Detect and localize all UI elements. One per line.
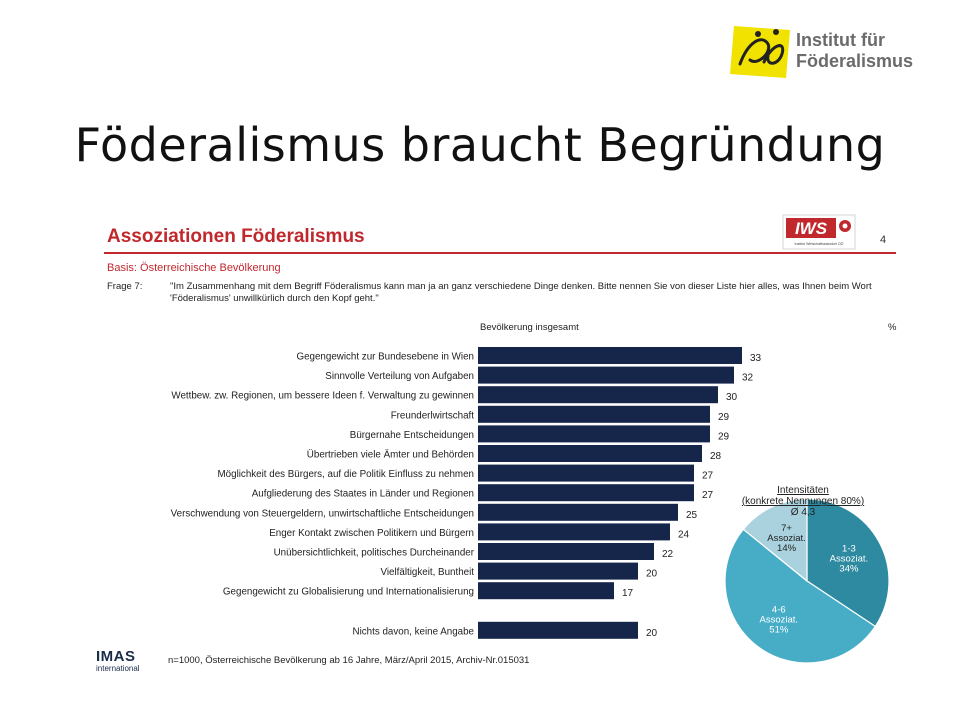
logo-line-2: Föderalismus	[796, 51, 914, 71]
logo-text	[796, 30, 913, 72]
pie-slice-label: 51%	[769, 624, 789, 636]
bar	[478, 386, 718, 403]
bar-category-label: Aufgliederung des Staates in Länder und Regionen	[251, 488, 474, 500]
bar	[478, 504, 678, 521]
bar-category-label: Bürgernahe Entscheidungen	[349, 429, 474, 441]
slide-title: Föderalismus braucht Begründung	[74, 118, 886, 172]
bar-value-label: 17	[622, 588, 634, 600]
bar	[478, 445, 702, 462]
bar	[478, 367, 734, 384]
bar-value-label: 25	[686, 509, 698, 521]
bar-category-label: Enger Kontakt zwischen Politikern und Bürgern	[269, 527, 474, 539]
iws-logo-text: IWS	[794, 219, 828, 238]
imas-logo-sub: international	[96, 664, 140, 673]
bar-category-label: Unübersichtlichkeit, politisches Durcheinander	[273, 547, 474, 559]
imas-logo-text: IMAS	[96, 648, 136, 665]
bar	[478, 484, 694, 501]
pie-title-line-1: Intensitäten	[777, 485, 829, 496]
page-number: 4	[880, 234, 887, 246]
bar-value-label: 28	[710, 451, 722, 462]
bar	[478, 406, 710, 423]
bar-value-label: 33	[750, 353, 762, 364]
pie-title	[718, 485, 888, 518]
bar-category-label: Gegengewicht zu Globalisierung und Internationalisierung	[222, 586, 474, 598]
question-text: "Im Zusammenhang mit dem Begriff Föderalismus kann man ja an ganz verschiedene Dinge denken. Bitte nennen Sie von dieser Liste hier alles, was Ihnen beim Wort 'Föderalismus' unwillkürlich durch den Kopf geht."	[170, 281, 872, 304]
bar-category-label: Verschwendung von Steuergeldern, unwirtschaftliche Entscheidungen	[170, 508, 474, 520]
bar	[478, 425, 710, 442]
bar-category-label: Nichts davon, keine Angabe	[352, 626, 474, 638]
survey-panel	[90, 210, 905, 680]
pie-slice-label: Assoziat.	[829, 553, 869, 565]
bar-category-label: Wettbew. zw. Regionen, um bessere Ideen f. Verwaltung zu gewinnen	[171, 390, 474, 402]
bar-value-label: 24	[678, 529, 690, 541]
bar-category-label: Möglichkeit des Bürgers, auf die Politik Einfluss zu nehmen	[217, 469, 474, 481]
pie-title-line-2: (konkrete Nennungen 80%)	[741, 496, 865, 507]
pie-slice-label: 1-3	[842, 543, 856, 555]
pie-slice-label: Assoziat.	[759, 614, 799, 626]
bar-value-label: 27	[702, 470, 714, 482]
pie-slice-label: 7+	[781, 523, 792, 535]
footer-note: n=1000, Österreichische Bevölkerung ab 16 Jahre, März/April 2015, Archiv-Nr.015031	[168, 655, 530, 666]
bar-category-label: Freunderlwirtschaft	[390, 410, 474, 422]
iws-logo	[782, 214, 856, 250]
bar-category-label: Gegengewicht zur Bundesebene in Wien	[296, 351, 474, 363]
basis-label: Basis: Österreichische Bevölkerung	[107, 262, 281, 274]
unit-label: %	[888, 322, 897, 333]
bar-value-label: 30	[726, 392, 738, 404]
series-header: Bevölkerung insgesamt	[480, 322, 579, 333]
bar-category-label: Sinnvolle Verteilung von Aufgaben	[325, 371, 474, 383]
bar-value-label: 22	[662, 549, 674, 560]
pie-slice-label: Assoziat.	[767, 533, 806, 545]
bar-category-label: Vielfältigkeit, Buntheit	[380, 567, 474, 579]
bar-value-label: 20	[646, 568, 658, 580]
pie-slice-label: 4-6	[771, 604, 786, 616]
bar	[478, 622, 638, 639]
bar	[478, 563, 638, 580]
bar-value-label: 29	[718, 431, 730, 443]
bar	[478, 523, 670, 540]
logo-line-1: Institut für	[796, 30, 885, 50]
bar-value-label: 29	[718, 411, 730, 423]
bar-category-label: Übertrieben viele Ämter und Behörden	[306, 449, 474, 461]
bar	[478, 347, 742, 364]
bar	[478, 465, 694, 482]
iws-logo-sub: Institut Wirtschaftsstandort OÖ	[794, 242, 844, 246]
bar-value-label: 27	[702, 490, 714, 502]
pie-slice-label: 34%	[839, 563, 859, 575]
bar	[478, 582, 614, 599]
pie-title-line-3: Ø 4,3	[790, 507, 816, 518]
question-label: Frage 7:	[107, 281, 143, 292]
panel-title: Assoziationen Föderalismus	[107, 226, 365, 247]
bar-value-label: 20	[646, 627, 658, 639]
title-rule	[104, 252, 896, 254]
imas-logo	[96, 648, 140, 673]
bar	[478, 543, 654, 560]
bar-value-label: 32	[742, 372, 754, 384]
pie-slice-label: 14%	[777, 543, 797, 555]
